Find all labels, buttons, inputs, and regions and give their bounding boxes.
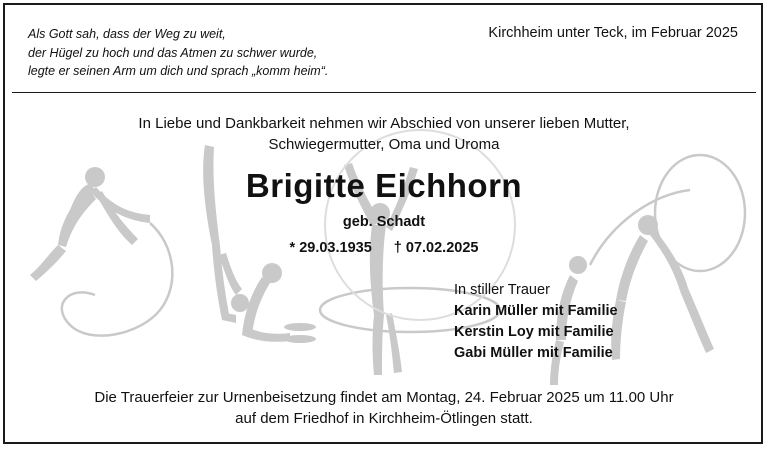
mourner-family: Gabi Müller mit Familie — [454, 345, 613, 361]
gymnast-silhouette — [242, 263, 316, 343]
mourner-family: Kerstin Loy mit Familie — [454, 324, 614, 340]
mourners-block — [454, 280, 618, 364]
maiden-name: geb. Schadt — [342, 214, 426, 230]
gymnast-silhouette — [611, 215, 714, 360]
intro-line: Schwiegermutter, Oma und Uroma — [268, 136, 500, 153]
mourner-family: Karin Müller mit Familie — [454, 303, 618, 319]
intro-text — [0, 113, 768, 155]
funeral-details — [0, 387, 768, 429]
header-divider — [12, 92, 756, 93]
funeral-details-line: auf dem Friedhof in Kirchheim-Ötlingen statt. — [235, 410, 533, 427]
birth-date: * 29.03.1935 — [289, 240, 372, 256]
poem-line: legte er seinen Arm um dich und sprach „komm heim“. — [28, 64, 329, 78]
poem-line: der Hügel zu hoch und das Atmen zu schwer wurde, — [28, 45, 318, 60]
poem-line: Als Gott sah, dass der Weg zu weit, — [28, 27, 226, 41]
intro-line: In Liebe und Dankbarkeit nehmen wir Abschied von unserer lieben Mutter, — [138, 115, 630, 132]
funeral-details-line: Die Trauerfeier zur Urnenbeisetzung findet am Montag, 24. Februar 2025 um 11.00 Uhr — [94, 389, 674, 406]
place-and-date: Kirchheim unter Teck, im Februar 2025 — [488, 25, 738, 41]
deceased-name: Brigitte Eichhorn — [245, 167, 523, 204]
death-date: † 07.02.2025 — [393, 240, 479, 256]
mourners-heading: In stiller Trauer — [454, 282, 550, 298]
life-dates — [0, 240, 768, 256]
poem-quote — [28, 25, 328, 81]
